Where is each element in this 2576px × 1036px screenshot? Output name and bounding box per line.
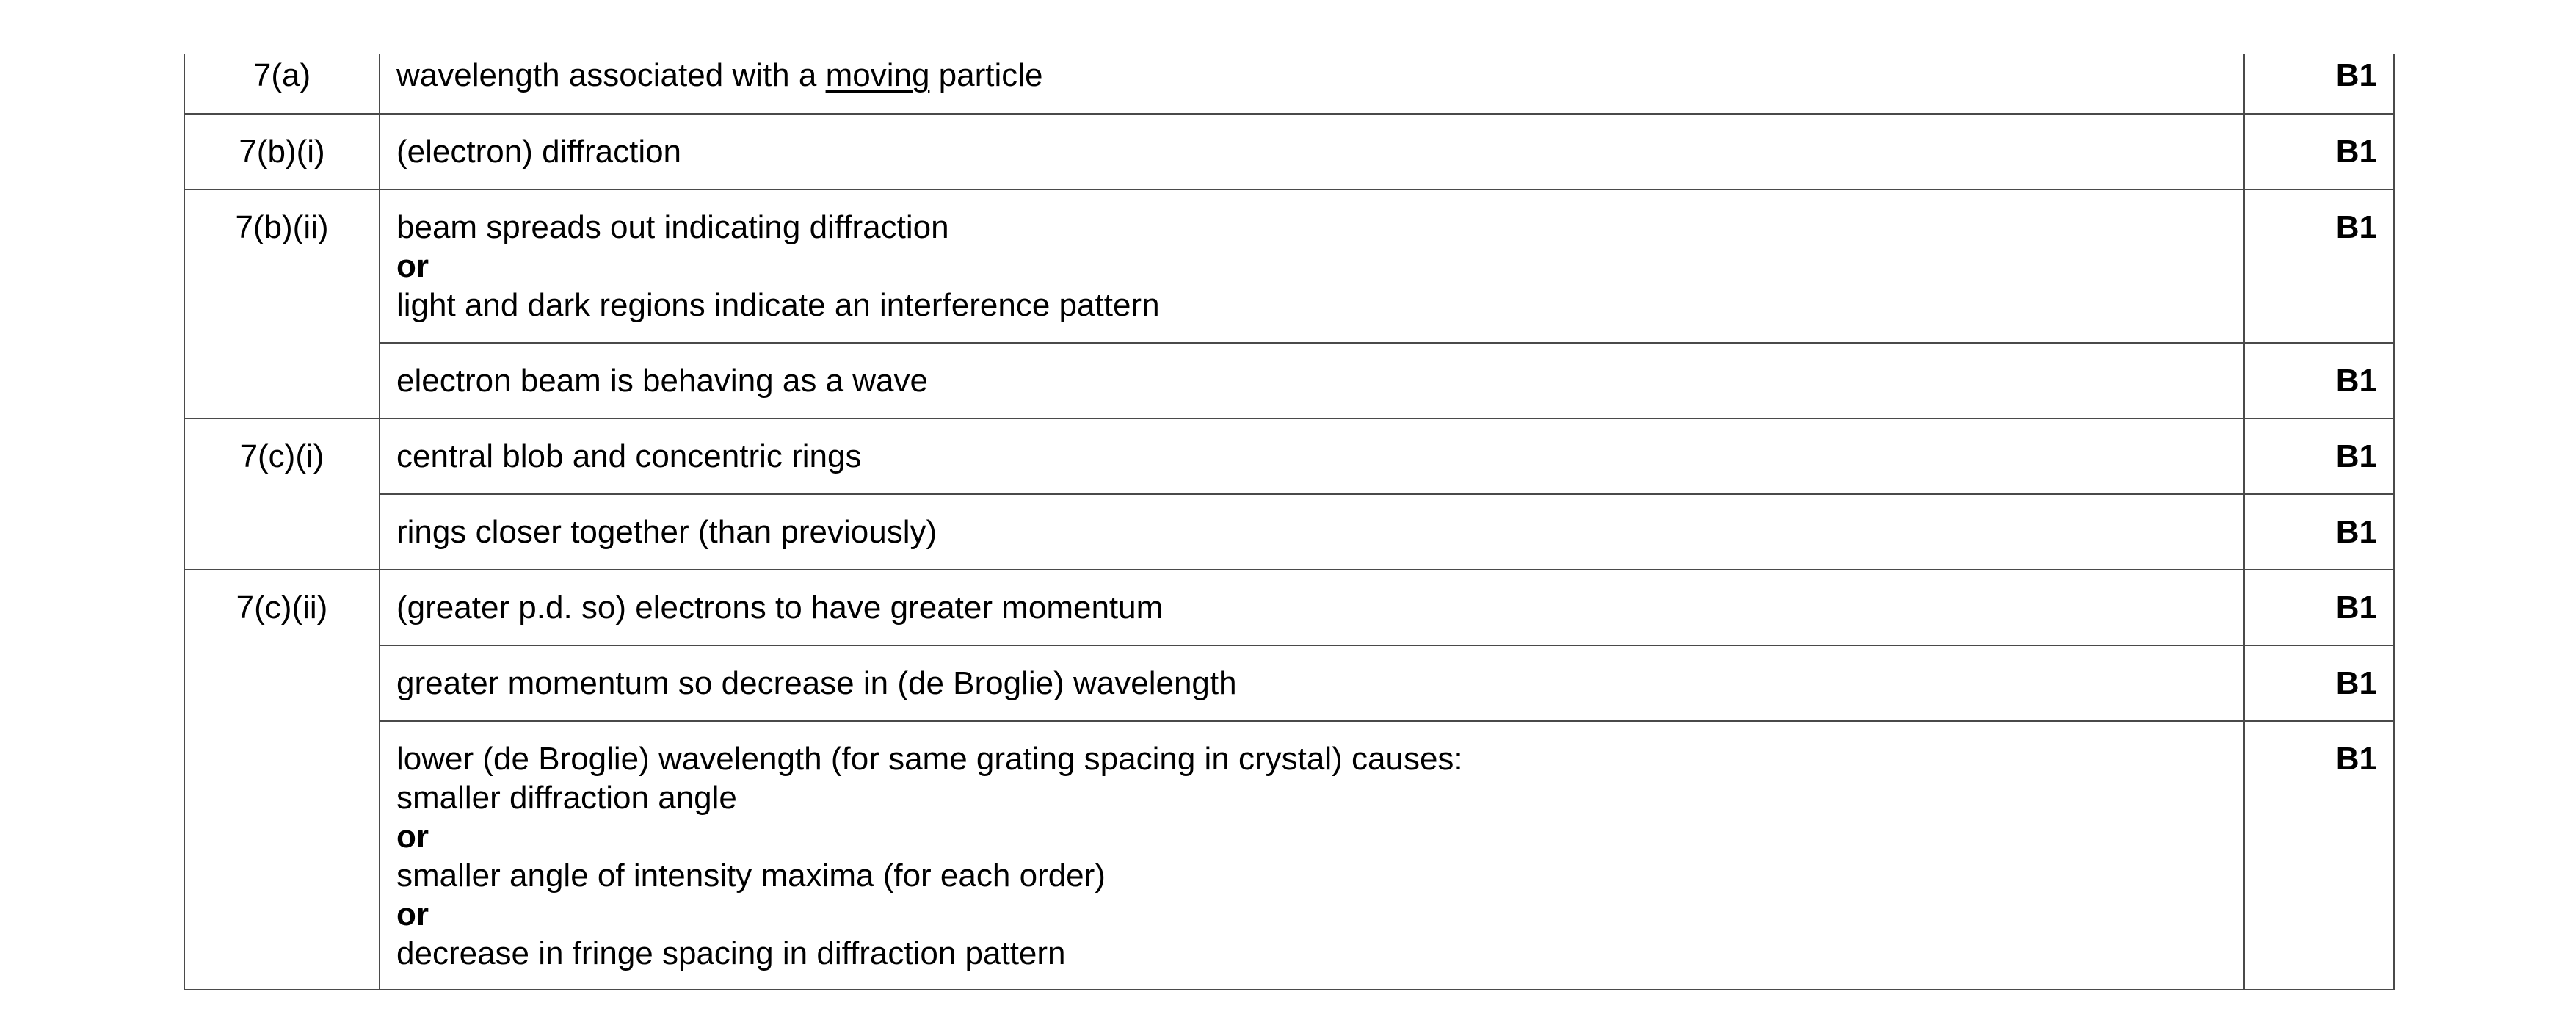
answer-line: lower (de Broglie) wavelength (for same grating spacing in crystal) causes:	[396, 741, 1463, 777]
table-row	[184, 114, 2394, 189]
answer-line: decrease in fringe spacing in diffraction pattern	[396, 935, 1066, 971]
answer-cell: central blob and concentric rings	[380, 419, 2244, 494]
answer-line: smaller angle of intensity maxima (for each order)	[396, 858, 1106, 894]
answer-cell	[380, 189, 2244, 343]
answer-cell	[380, 721, 2244, 990]
table-row	[184, 419, 2394, 494]
answer-line: beam spreads out indicating diffraction	[396, 209, 949, 245]
table-row	[184, 343, 2394, 419]
answer-text: particle	[929, 57, 1043, 93]
mark-scheme-table	[184, 54, 2395, 990]
answer-cell: (greater p.d. so) electrons to have greater momentum	[380, 570, 2244, 645]
question-number: 7(c)(i)	[184, 419, 380, 570]
answer-cell	[380, 54, 2244, 114]
table-row	[184, 645, 2394, 721]
table-row	[184, 570, 2394, 645]
answer-cell: electron beam is behaving as a wave	[380, 343, 2244, 419]
mark-cell: B1	[2244, 494, 2394, 570]
answer-line: light and dark regions indicate an interference pattern	[396, 287, 1160, 323]
question-number: 7(b)(ii)	[184, 189, 380, 419]
or-connector: or	[396, 248, 429, 284]
mark-cell: B1	[2244, 721, 2394, 990]
underlined-word: moving	[825, 57, 930, 93]
table-row	[184, 494, 2394, 570]
table-row	[184, 189, 2394, 343]
mark-cell: B1	[2244, 189, 2394, 343]
mark-cell: B1	[2244, 54, 2394, 114]
mark-cell: B1	[2244, 419, 2394, 494]
question-number: 7(c)(ii)	[184, 570, 380, 990]
question-number: 7(a)	[184, 54, 380, 114]
or-connector: or	[396, 896, 429, 932]
answer-cell: greater momentum so decrease in (de Broglie) wavelength	[380, 645, 2244, 721]
or-connector: or	[396, 819, 429, 855]
answer-cell: (electron) diffraction	[380, 114, 2244, 189]
mark-cell: B1	[2244, 570, 2394, 645]
answer-text: wavelength associated with a	[396, 57, 826, 93]
answer-line: smaller diffraction angle	[396, 780, 737, 816]
table-row	[184, 54, 2394, 114]
mark-cell: B1	[2244, 343, 2394, 419]
mark-cell: B1	[2244, 114, 2394, 189]
question-number: 7(b)(i)	[184, 114, 380, 189]
mark-cell: B1	[2244, 645, 2394, 721]
table-row	[184, 721, 2394, 990]
answer-cell: rings closer together (than previously)	[380, 494, 2244, 570]
